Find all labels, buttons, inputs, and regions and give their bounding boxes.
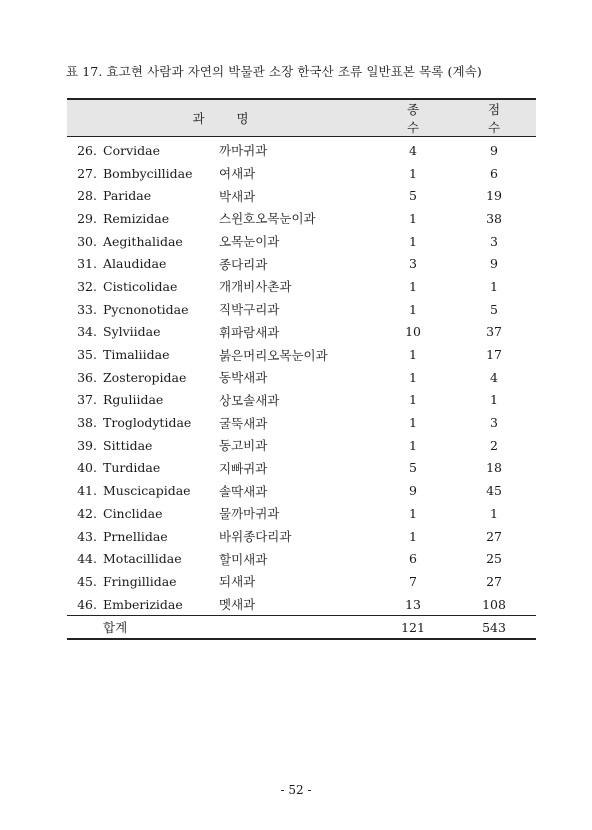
family-korean-name: 여새과	[219, 166, 256, 182]
row-number: 38.	[77, 415, 97, 431]
species-count: 9	[409, 483, 417, 499]
species-count: 13	[405, 596, 421, 612]
family-korean-name: 까마귀과	[219, 143, 268, 159]
table-row	[67, 230, 536, 253]
specimen-count: 6	[490, 165, 498, 181]
table-row	[67, 502, 536, 525]
family-latin-name: Remizidae	[103, 210, 170, 226]
table-row	[67, 162, 536, 185]
specimen-count: 38	[486, 210, 502, 226]
family-latin-name: Sittidae	[103, 437, 153, 453]
table-row	[67, 434, 536, 457]
specimen-count: 27	[486, 573, 502, 589]
family-latin-name: Paridae	[103, 188, 152, 204]
family-korean-name: 동박새과	[219, 370, 268, 386]
family-latin-name: Aegithalidae	[103, 233, 183, 249]
family-latin-name: Turdidae	[103, 460, 161, 476]
bird-family-table-container	[67, 98, 536, 640]
species-count: 1	[409, 528, 417, 544]
row-number: 42.	[77, 505, 97, 521]
total-label: 합계	[103, 616, 219, 640]
row-number: 41.	[77, 483, 97, 499]
row-number: 39.	[77, 437, 97, 453]
species-count: 7	[409, 573, 417, 589]
specimen-count: 18	[486, 460, 502, 476]
specimen-count: 1	[490, 392, 498, 408]
table-row	[67, 366, 536, 389]
table-row	[67, 321, 536, 344]
page-number: - 52 -	[280, 783, 312, 797]
family-latin-name: Motacillidae	[103, 551, 182, 567]
table-total-row	[67, 616, 536, 640]
family-korean-name: 물까마귀과	[219, 506, 280, 522]
family-korean-name: 굴뚝새과	[219, 415, 268, 431]
table-row	[67, 343, 536, 366]
species-count: 5	[409, 188, 417, 204]
family-korean-name: 되새과	[219, 574, 256, 590]
table-row	[67, 525, 536, 548]
family-latin-name: Troglodytidae	[103, 415, 192, 431]
table-row	[67, 547, 536, 570]
row-number: 27.	[77, 165, 97, 181]
row-number: 35.	[77, 347, 97, 363]
header-family: 과 명	[67, 99, 374, 137]
specimen-count: 37	[486, 324, 502, 340]
row-number: 30.	[77, 233, 97, 249]
table-row	[67, 298, 536, 321]
table-caption: 표 17. 효고현 사람과 자연의 박물관 소장 한국산 조류 일반표본 목록 (계속)	[66, 64, 482, 79]
row-number: 26.	[77, 142, 97, 158]
family-korean-name: 멧새과	[219, 597, 256, 613]
row-number: 33.	[77, 301, 97, 317]
total-specimens: 543	[452, 616, 536, 640]
family-korean-name: 스윈호오목눈이과	[219, 211, 316, 227]
specimen-count: 4	[490, 369, 498, 385]
row-number: 29.	[77, 210, 97, 226]
family-korean-name: 개개비사촌과	[219, 279, 292, 295]
specimen-count: 45	[486, 483, 502, 499]
family-latin-name: Sylviidae	[103, 324, 161, 340]
header-specimens: 점 수	[452, 99, 536, 137]
species-count: 1	[409, 347, 417, 363]
table-row	[67, 137, 536, 162]
species-count: 1	[409, 369, 417, 385]
total-species: 121	[374, 616, 452, 640]
family-korean-name: 종다리과	[219, 256, 268, 272]
table-row	[67, 389, 536, 412]
specimen-count: 5	[490, 301, 498, 317]
family-korean-name: 할미새과	[219, 551, 268, 567]
specimen-count: 17	[486, 347, 502, 363]
family-latin-name: Bombycillidae	[103, 165, 193, 181]
species-count: 6	[409, 551, 417, 567]
species-count: 1	[409, 278, 417, 294]
row-number: 44.	[77, 551, 97, 567]
family-korean-name: 붉은머리오목눈이과	[219, 347, 328, 363]
specimen-count: 108	[482, 596, 506, 612]
row-number: 28.	[77, 188, 97, 204]
row-number: 32.	[77, 278, 97, 294]
specimen-count: 2	[490, 437, 498, 453]
table-row	[67, 207, 536, 230]
specimen-count: 1	[490, 505, 498, 521]
specimen-count: 19	[486, 188, 502, 204]
row-number: 37.	[77, 392, 97, 408]
family-korean-name: 바위종다리과	[219, 529, 292, 545]
row-number: 40.	[77, 460, 97, 476]
row-number: 45.	[77, 573, 97, 589]
species-count: 1	[409, 165, 417, 181]
species-count: 5	[409, 460, 417, 476]
species-count: 1	[409, 415, 417, 431]
row-number: 43.	[77, 528, 97, 544]
row-number: 46.	[77, 596, 97, 612]
family-latin-name: Alaudidae	[103, 256, 167, 272]
bird-family-table	[67, 98, 536, 640]
specimen-count: 9	[490, 256, 498, 272]
species-count: 3	[409, 256, 417, 272]
family-korean-name: 오목눈이과	[219, 234, 280, 250]
specimen-count: 3	[490, 415, 498, 431]
species-count: 1	[409, 210, 417, 226]
species-count: 1	[409, 392, 417, 408]
family-latin-name: Emberizidae	[103, 596, 183, 612]
family-latin-name: Rguliidae	[103, 392, 164, 408]
table-row	[67, 275, 536, 298]
family-latin-name: Corvidae	[103, 142, 160, 158]
specimen-count: 3	[490, 233, 498, 249]
family-korean-name: 지빠귀과	[219, 460, 268, 476]
family-korean-name: 동고비과	[219, 438, 268, 454]
specimen-count: 25	[486, 551, 502, 567]
row-number: 31.	[77, 256, 97, 272]
species-count: 1	[409, 437, 417, 453]
family-latin-name: Fringillidae	[103, 573, 177, 589]
family-latin-name: Muscicapidae	[103, 483, 191, 499]
table-row	[67, 457, 536, 480]
table-row	[67, 184, 536, 207]
row-number: 34.	[77, 324, 97, 340]
family-korean-name: 직박구리과	[219, 302, 280, 318]
species-count: 1	[409, 233, 417, 249]
family-korean-name: 솔딱새과	[219, 483, 268, 499]
species-count: 4	[409, 142, 417, 158]
family-korean-name: 상모솔새과	[219, 392, 280, 408]
table-row	[67, 411, 536, 434]
table-body	[67, 137, 536, 616]
species-count: 1	[409, 505, 417, 521]
table-row	[67, 252, 536, 275]
family-latin-name: Cinclidae	[103, 505, 163, 521]
table-header-row	[67, 99, 536, 137]
specimen-count: 27	[486, 528, 502, 544]
family-korean-name: 휘파람새과	[219, 324, 280, 340]
family-latin-name: Timaliidae	[103, 347, 170, 363]
family-latin-name: Zosteropidae	[103, 369, 187, 385]
table-row	[67, 570, 536, 593]
specimen-count: 9	[490, 142, 498, 158]
table-row	[67, 593, 536, 616]
row-number: 36.	[77, 369, 97, 385]
table-row	[67, 479, 536, 502]
family-latin-name: Pycnonotidae	[103, 301, 189, 317]
species-count: 10	[405, 324, 421, 340]
family-korean-name: 박새과	[219, 188, 256, 204]
header-species: 종 수	[374, 99, 452, 137]
species-count: 1	[409, 301, 417, 317]
family-latin-name: Prnellidae	[103, 528, 168, 544]
specimen-count: 1	[490, 278, 498, 294]
family-latin-name: Cisticolidae	[103, 278, 178, 294]
